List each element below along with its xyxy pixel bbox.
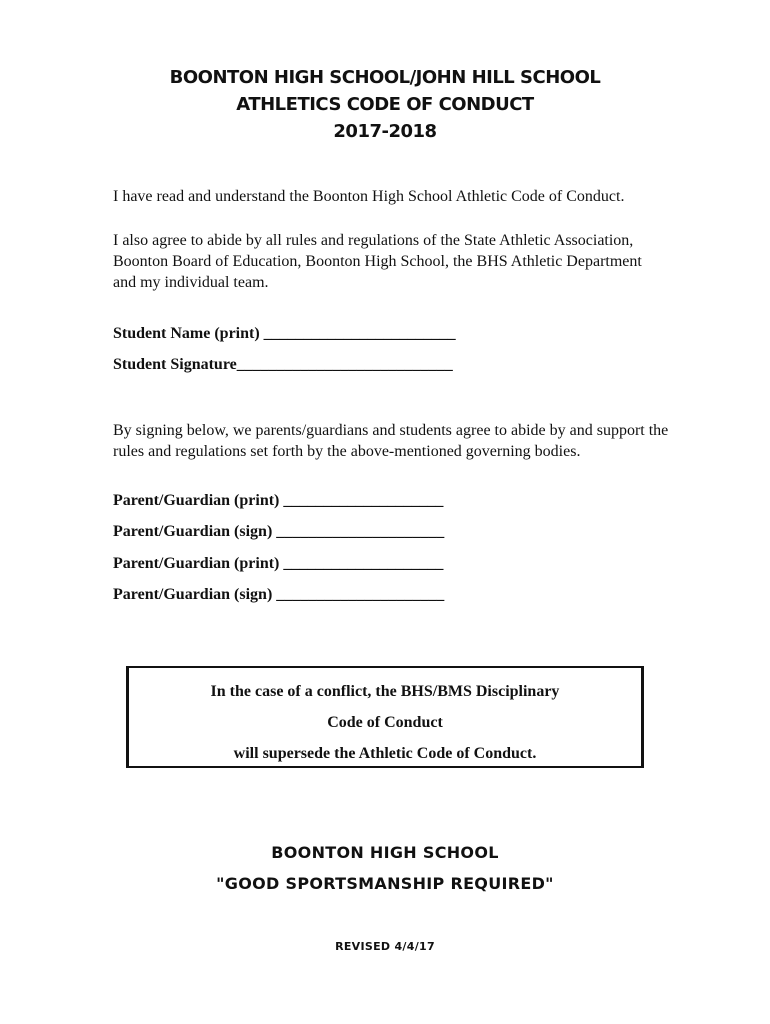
parents-intro-line-1: By signing below, we parents/guardians and students agree to abide by and support the [113, 422, 669, 439]
header-document-title: ATHLETICS CODE OF CONDUCT [236, 94, 534, 115]
parent-print-field-1[interactable]: Parent/Guardian (print) ____________________ [113, 492, 444, 509]
footer-revised-date: REVISED 4/4/17 [335, 940, 435, 953]
parents-intro-line-2: rules and regulations set forth by the above-mentioned governing bodies. [113, 443, 581, 460]
agreement-line-2: Boonton Board of Education, Boonton High School, the BHS Athletic Department [113, 253, 642, 270]
notice-line-1: In the case of a conflict, the BHS/BMS Disciplinary [210, 683, 560, 700]
footer-motto: "GOOD SPORTSMANSHIP REQUIRED" [216, 874, 554, 893]
parent-sign-field-1[interactable]: Parent/Guardian (sign) _____________________ [113, 523, 445, 540]
document-header [0, 64, 770, 145]
header-school-title: BOONTON HIGH SCHOOL/JOHN HILL SCHOOL [169, 67, 601, 88]
notice-line-3: will supersede the Athletic Code of Conduct. [233, 745, 537, 762]
header-school-year: 2017-2018 [333, 121, 437, 142]
student-signature-field[interactable]: Student Signature___________________________ [113, 356, 453, 373]
parent-sign-field-2[interactable]: Parent/Guardian (sign) _____________________ [113, 586, 445, 603]
notice-line-2: Code of Conduct [327, 714, 443, 731]
agreement-paragraph [113, 230, 743, 293]
parents-intro-paragraph [113, 420, 743, 462]
agreement-line-3: and my individual team. [113, 274, 269, 291]
acknowledgement-statement: I have read and understand the Boonton High School Athletic Code of Conduct. [113, 188, 625, 205]
student-name-field[interactable]: Student Name (print) ________________________ [113, 325, 456, 342]
conflict-notice-box [126, 666, 644, 768]
agreement-line-1: I also agree to abide by all rules and regulations of the State Athletic Association, [113, 232, 634, 249]
footer-school-name: BOONTON HIGH SCHOOL [271, 843, 499, 862]
parent-print-field-2[interactable]: Parent/Guardian (print) ____________________ [113, 555, 444, 572]
